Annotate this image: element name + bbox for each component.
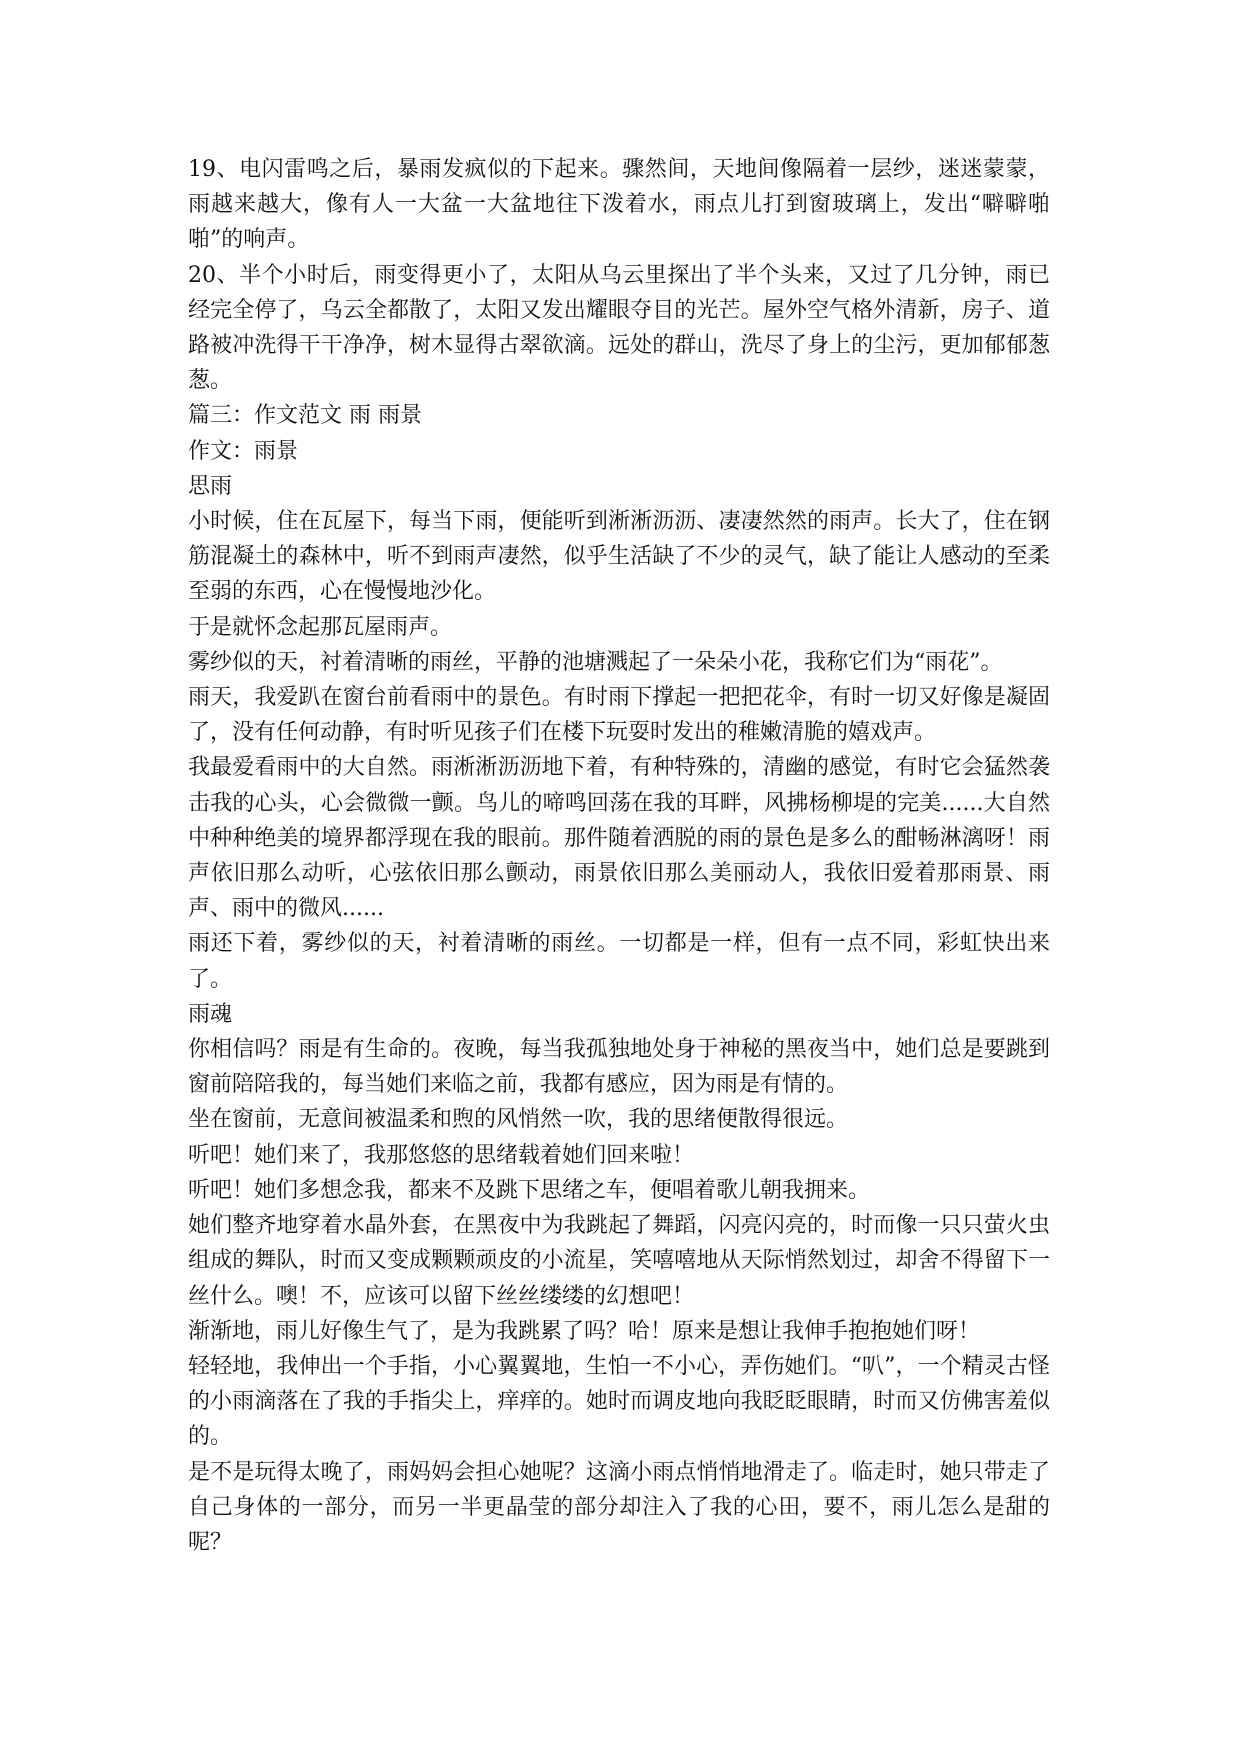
paragraph: 雨天，我爱趴在窗台前看雨中的景色。有时雨下撑起一把把花伞，有时一切又好像是凝固了，没有任何动静，有时听见孩子们在楼下玩耍时发出的稚嫩清脆的嬉戏声。 — [188, 685, 1050, 746]
document-body — [188, 152, 1050, 1560]
paragraph: 坐在窗前，无意间被温柔和煦的风悄然一吹，我的思绪便散得很远。 — [188, 1107, 849, 1133]
paragraph: 20、半个小时后，雨变得更小了，太阳从乌云里探出了半个头来，又过了几分钟，雨已经完全停了，乌云全都散了，太阳又发出耀眼夺目的光芒。屋外空气格外清新，房子、道路被冲洗得干干净净，树木显得古翠欲滴。远处的群山，洗尽了身上的尘污，更加郁郁葱葱。 — [188, 262, 1050, 394]
paragraph: 19、电闪雷鸣之后，暴雨发疯似的下起来。骤然间，天地间像隔着一层纱，迷迷蒙蒙，雨越来越大，像有人一大盆一大盆地往下泼着水，雨点儿打到窗玻璃上，发出“噼噼啪啪”的响声。 — [188, 157, 1050, 253]
paragraph: 雾纱似的天，衬着清晰的雨丝，平静的池塘溅起了一朵朵小花，我称它们为“雨花”。 — [188, 649, 1003, 675]
paragraph: 你相信吗？雨是有生命的。夜晚，每当我孤独地处身于神秘的黑夜当中，她们总是要跳到窗前陪陪我的，每当她们来临之前，我都有感应，因为雨是有情的。 — [188, 1037, 1050, 1098]
paragraph: 渐渐地，雨儿好像生气了，是为我跳累了吗？哈！原来是想让我伸手抱抱她们呀！ — [188, 1318, 981, 1344]
paragraph: 我最爱看雨中的大自然。雨淅淅沥沥地下着，有种特殊的，清幽的感觉，有时它会猛然袭击我的心头，心会微微一颤。鸟儿的啼鸣回荡在我的耳畔，风拂杨柳堤的完美......大自然中种种绝美的境界都浮现在我的眼前。那件随着洒脱的雨的景色是多么的酣畅淋漓呀！雨声依旧那么动听，心弦依旧那么颤动，雨景依旧那么美丽动人，我依旧爱着那雨景、雨声、雨中的微风...... — [188, 755, 1050, 922]
section-heading: 篇三：作文范文 雨 雨景 — [188, 403, 422, 429]
paragraph: 她们整齐地穿着水晶外套，在黑夜中为我跳起了舞蹈，闪亮闪亮的，时而像一只只萤火虫组成的舞队，时而又变成颗颗顽皮的小流星，笑嘻嘻地从天际悄然划过，却舍不得留下一丝什么。噢！不，应该可以留下丝丝缕缕的幻想吧！ — [188, 1213, 1050, 1309]
paragraph: 雨还下着，雾纱似的天，衬着清晰的雨丝。一切都是一样，但有一点不同，彩虹快出来了。 — [188, 931, 1050, 992]
essay-subtitle: 雨魂 — [188, 1001, 233, 1027]
paragraph: 于是就怀念起那瓦屋雨声。 — [188, 614, 453, 640]
paragraph: 听吧！她们多想念我，都来不及跳下思绪之车，便唱着歌儿朝我拥来。 — [188, 1177, 871, 1203]
paragraph: 是不是玩得太晚了，雨妈妈会担心她呢？这滴小雨点悄悄地滑走了。临走时，她只带走了自己身体的一部分，而另一半更晶莹的部分却注入了我的心田，要不，雨儿怎么是甜的呢？ — [188, 1459, 1050, 1555]
essay-title: 作文：雨景 — [188, 438, 299, 464]
paragraph: 听吧！她们来了，我那悠悠的思绪载着她们回来啦！ — [188, 1142, 695, 1168]
paragraph: 小时候，住在瓦屋下，每当下雨，便能听到淅淅沥沥、凄凄然然的雨声。长大了，住在钢筋混凝土的森林中，听不到雨声凄然，似乎生活缺了不少的灵气，缺了能让人感动的至柔至弱的东西，心在慢慢地沙化。 — [188, 509, 1050, 605]
paragraph: 轻轻地，我伸出一个手指，小心翼翼地，生怕一不小心，弄伤她们。“叭”，一个精灵古怪的小雨滴落在了我的手指尖上，痒痒的。她时而调皮地向我眨眨眼睛，时而又仿佛害羞似的。 — [188, 1353, 1050, 1450]
essay-subtitle: 思雨 — [188, 473, 233, 499]
